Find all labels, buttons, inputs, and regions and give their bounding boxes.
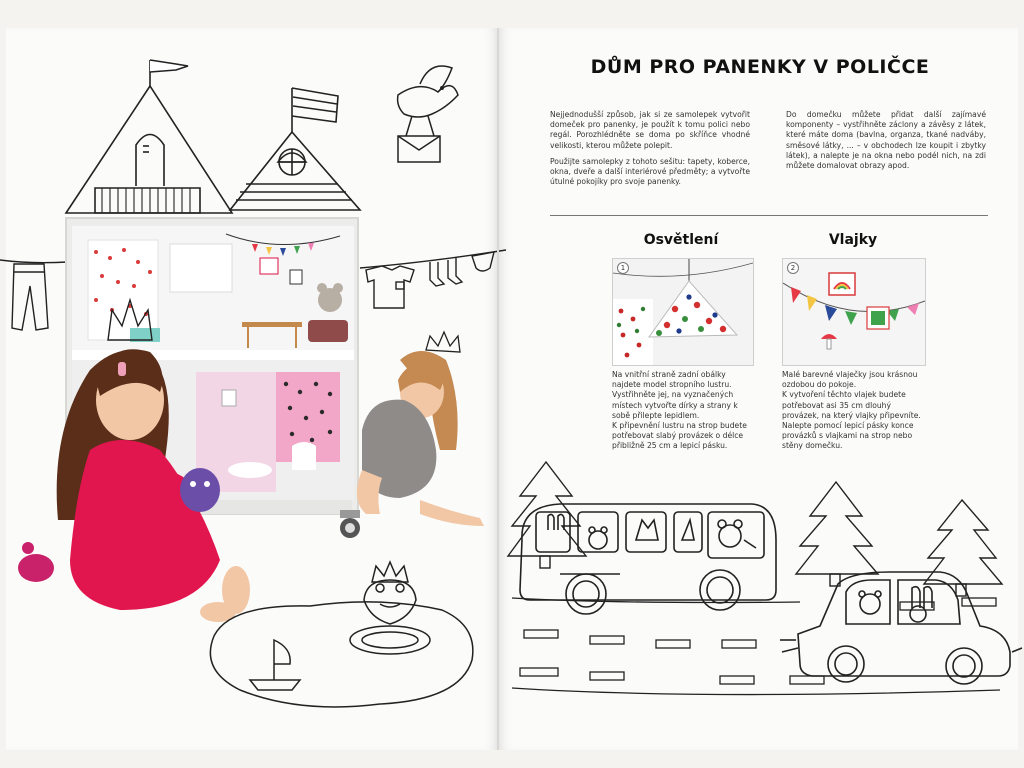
section-heading-flags: Vlajky — [828, 232, 878, 248]
intro-paragraph: Nejjednodušší způsob, jak si ze samolepek vytvořit domeček pro panenky, je použít k tomu polici nebo regál. Porozhlédněte se doma po skříňce vhodné velikosti, kterou můžete polepit. — [550, 110, 750, 150]
bird-envelope-drawing — [398, 66, 458, 162]
lamp-illustration — [613, 259, 753, 365]
lamp-photo — [612, 258, 754, 366]
intro-paragraph: Použijte samolepky z tohoto sešitu: tapety, koberce, okna, dveře a další interiérové předměty; a vytvořte útulné pokojíky pro svoje panenky. — [550, 156, 750, 187]
caption-paragraph: Malé barevné vlaječky jsou krásnou ozdobou do pokoje. — [782, 370, 918, 390]
section-divider — [550, 215, 988, 216]
girl-grey-dress-photo — [357, 332, 484, 526]
step-number-badge: 1 — [617, 262, 629, 274]
flags-caption — [782, 370, 928, 452]
step-number-badge: 2 — [787, 262, 799, 274]
intro-column-right — [786, 110, 986, 177]
clothesline-right-drawing — [360, 250, 506, 308]
section-heading-lighting: Osvětlení — [643, 232, 719, 248]
caption-paragraph: K vytvoření těchto vlajek budete potřebovat asi 35 cm dlouhý provázek, na který vlajky připevníte. Nalepte pomocí lepicí pásky konce provázků s vlajkami na strop nebo stěny domečku. — [782, 390, 921, 451]
clothesline-left-drawing — [0, 260, 68, 330]
page-title: DŮM PRO PANENKY V POLIČCE — [590, 56, 930, 78]
caption-paragraph: Na vnitřní straně zadní obálky najdete model stropního lustru. Vystřihněte jej, na vyznačených místech vytvořte dírky a strany k sobě přilepte lepidlem. — [612, 370, 738, 420]
intro-column-left — [550, 110, 750, 193]
pond-frog-boat-drawing — [210, 562, 472, 707]
bunting-illustration — [783, 259, 925, 365]
house-roof-drawing — [66, 60, 360, 213]
lighting-caption — [612, 370, 754, 452]
bunting-photo — [782, 258, 926, 366]
intro-paragraph: Do domečku můžete přidat další zajímavé komponenty – vystřihněte záclony a závěsy z látek, které máte doma (bavlna, organza, tkané nadváby, směsové látky, ... – v obchodech lze koupit i zbytky látek), a nalepte je na okna nebo podél nich, na zdi můžete domalovat obrazy apod. — [786, 110, 986, 171]
caption-paragraph: K připevnění lustru na strop budete potřebovat slabý provázek o délce přibližně 25 cm a lepicí pásku. — [612, 421, 747, 451]
